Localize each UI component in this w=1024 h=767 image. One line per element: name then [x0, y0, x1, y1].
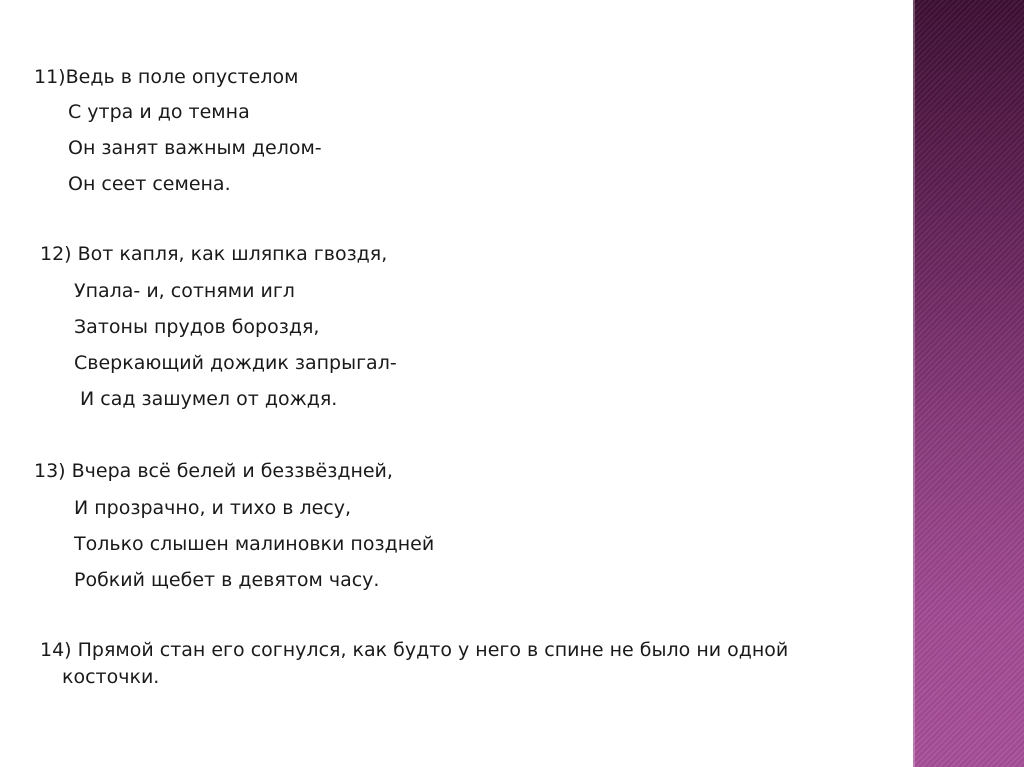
stanza-line: Он сеет семена. [68, 173, 231, 195]
stanza-line: И сад зашумел от дождя. [80, 388, 338, 410]
stanza-line: Упала- и, сотнями игл [74, 280, 295, 302]
stanza-line: С утра и до темна [68, 101, 250, 123]
stanza-line: И прозрачно, и тихо в лесу, [74, 497, 352, 519]
side-panel-texture [913, 0, 1024, 767]
stanza-line: 12) Вот капля, как шляпка гвоздя, [40, 243, 388, 265]
stanza-line: косточки. [62, 666, 160, 688]
stanza-line: Робкий щебет в девятом часу. [74, 569, 380, 591]
stanza-line: Только слышен малиновки поздней [74, 533, 435, 555]
stanza-line: Он занят важным делом- [68, 137, 322, 159]
stanza-line: 13) Вчера всё белей и беззвёздней, [34, 460, 393, 482]
decorative-side-panel [913, 0, 1024, 767]
stanza-line: Сверкающий дождик запрыгал- [74, 352, 397, 374]
stanza-line: Затоны прудов бороздя, [74, 316, 320, 338]
stanza-line: 11)Ведь в поле опустелом [34, 66, 299, 88]
stanza-line: 14) Прямой стан его согнулся, как будто у него в спине не было ни одной [40, 639, 789, 661]
side-panel-edge [913, 0, 915, 767]
